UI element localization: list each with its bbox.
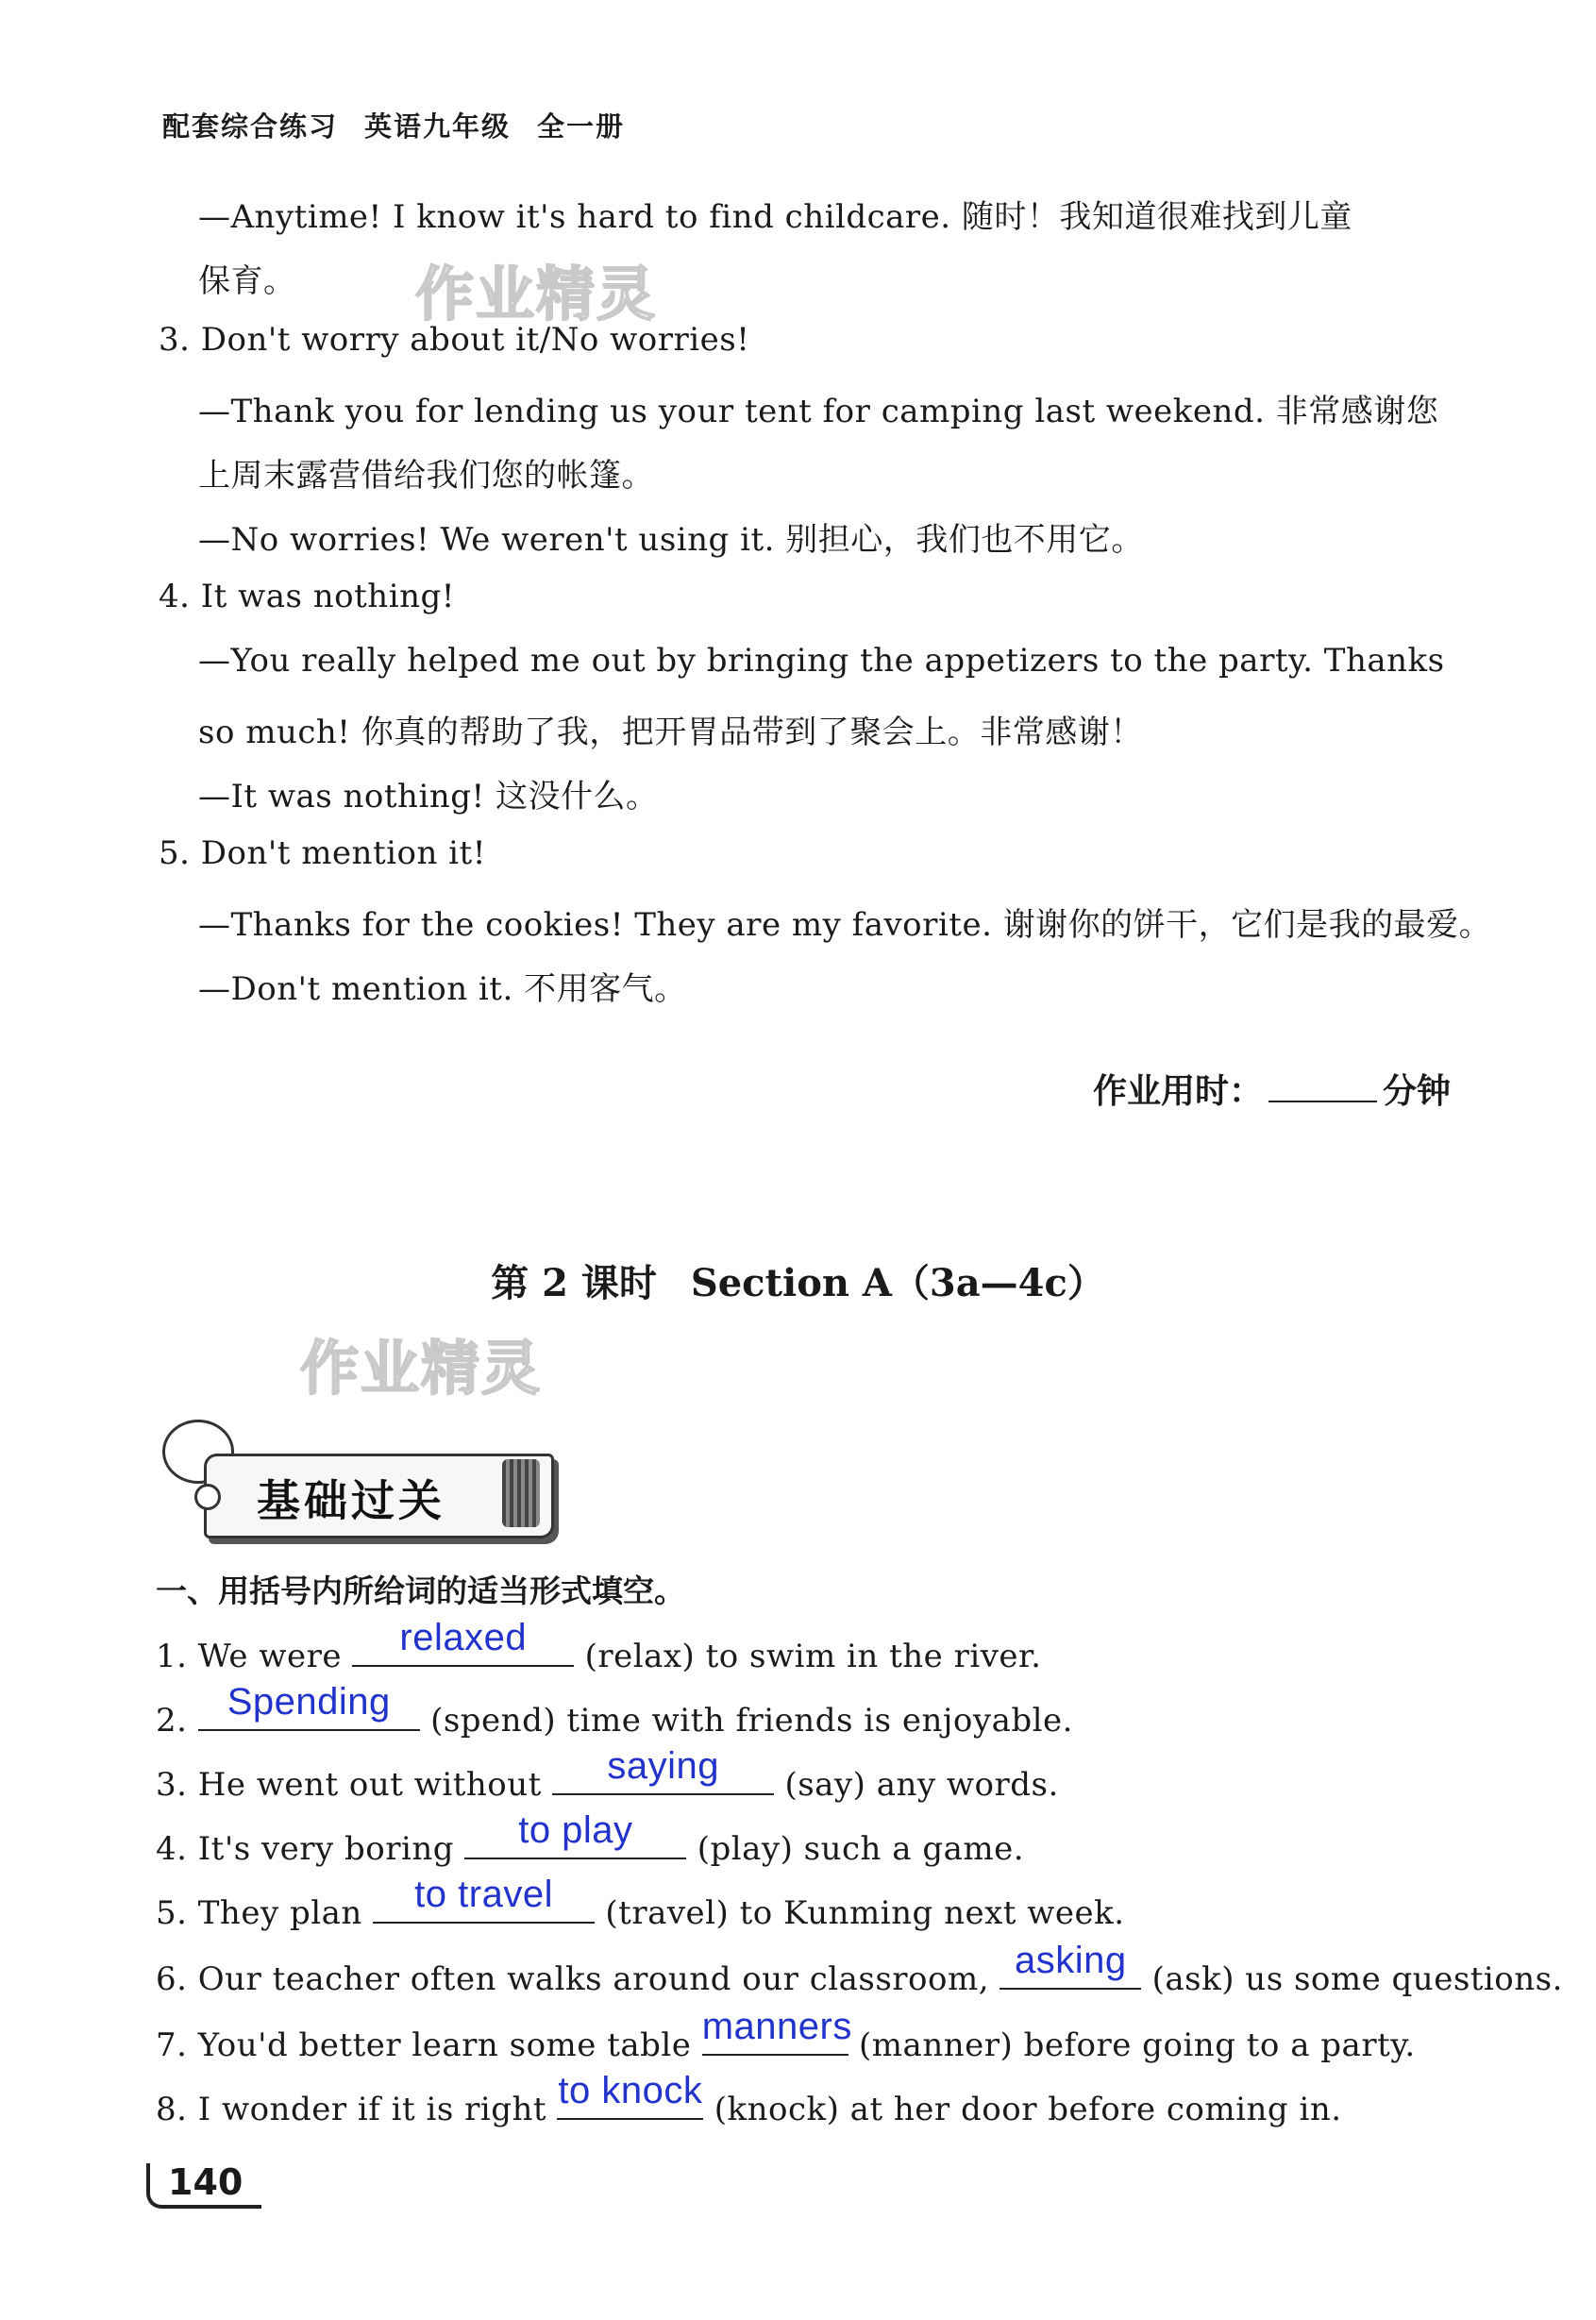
handwritten-answer: asking [1015,1940,1127,1981]
exercise-item [156,2070,1342,2128]
exercise-prefix: 5. They plan [156,1894,362,1932]
answer-blank[interactable] [1000,1940,1141,1990]
handwritten-answer: to play [518,1809,633,1851]
dialog-line: 上周末露营借给我们您的帐篷。 [198,457,654,495]
section-badge [151,1416,566,1548]
watermark: 作业精灵 [415,260,658,328]
dialog-item-heading: 3. Don't worry about it/No worries! [159,321,750,359]
exercise-item [156,1809,1025,1868]
exercise-item [156,2006,1416,2064]
badge-hole-decoration [194,1484,221,1510]
exercise-item [156,1681,1073,1740]
homework-time-label: 作业用时： [1092,1072,1263,1111]
exercise-prefix: 8. I wonder if it is right [156,2091,547,2128]
exercise-prefix: 6. Our teacher often walks around our classroom, [156,1960,990,1998]
dialog-line: —Thanks for the cookies! They are my favorite. 谢谢你的饼干，它们是我的最爱。 [198,906,1492,944]
dialog-item-heading: 4. It was nothing! [159,578,455,615]
running-header [162,106,651,144]
lesson-title [0,1253,1596,1307]
answer-blank[interactable] [352,1617,574,1667]
answer-blank[interactable] [198,1681,420,1731]
lesson-section: Section A（3a—4c） [690,1261,1105,1305]
dialog-line: so much! 你真的帮助了我，把开胃品带到了聚会上。非常感谢！ [198,714,1143,751]
answer-blank[interactable] [701,2006,852,2056]
page-number: 140 [168,2161,244,2203]
exercise-prefix: 7. You'd better learn some table [156,2026,692,2064]
homework-time [1093,1065,1451,1113]
lesson-number: 第 2 课时 [491,1261,657,1305]
exercise-suffix: (knock) at her door before coming in. [714,2091,1342,2128]
exercise-item [156,1617,1042,1675]
exercise-prefix: 4. It's very boring [156,1830,455,1868]
exercise-instruction: 一、用括号内所给词的适当形式填空。 [156,1572,685,1609]
exercise-suffix: (spend) time with friends is enjoyable. [430,1702,1073,1740]
header-volume: 全一册 [537,110,626,143]
header-subject: 英语九年级 [364,110,512,143]
exercise-item [156,1940,1563,1998]
answer-blank[interactable] [464,1809,686,1859]
handwritten-answer: saying [607,1745,719,1787]
watermark: 作业精灵 [300,1334,543,1403]
dialog-line: —Anytime! I know it's hard to find childcare. 随时！我知道很难找到儿童 [198,198,1352,236]
homework-time-blank[interactable] [1268,1072,1377,1102]
dialog-line: 保育。 [198,262,296,300]
exercise-suffix: (manner) before going to a party. [859,2026,1416,2064]
exercise-suffix: (relax) to swim in the river. [584,1638,1042,1675]
exercise-suffix: (play) such a game. [697,1830,1025,1868]
exercise-prefix: 2. [156,1702,188,1740]
exercise-suffix: (say) any words. [784,1766,1059,1804]
exercise-prefix: 1. We were [156,1638,342,1675]
dialog-item-heading: 5. Don't mention it! [159,834,486,872]
handwritten-answer: to travel [414,1874,553,1915]
exercise-item [156,1745,1059,1804]
dialog-line: —No worries! We weren't using it. 别担心，我们也不用它。 [198,521,1144,559]
handwritten-answer: manners [701,2006,852,2047]
answer-blank[interactable] [557,2070,703,2120]
badge-stripe-decoration [502,1459,540,1527]
homework-time-unit: 分钟 [1382,1072,1451,1111]
handwritten-answer: relaxed [399,1617,528,1658]
handwritten-answer: to knock [558,2070,703,2111]
dialog-line: —You really helped me out by bringing the appetizers to the party. Thanks [198,642,1445,680]
exercise-prefix: 3. He went out without [156,1766,542,1804]
header-book: 配套综合练习 [162,110,339,143]
dialog-line: —Thank you for lending us your tent for camping last weekend. 非常感谢您 [198,393,1439,430]
exercise-item [156,1874,1125,1932]
answer-blank[interactable] [552,1745,774,1795]
dialog-line: —Don't mention it. 不用客气。 [198,970,687,1008]
dialog-line: —It was nothing! 这没什么。 [198,778,659,815]
handwritten-answer: Spending [227,1681,391,1723]
exercise-suffix: (travel) to Kunming next week. [605,1894,1125,1932]
answer-blank[interactable] [373,1874,595,1924]
exercise-suffix: (ask) us some questions. [1151,1960,1563,1998]
badge-label: 基础过关 [257,1475,445,1526]
